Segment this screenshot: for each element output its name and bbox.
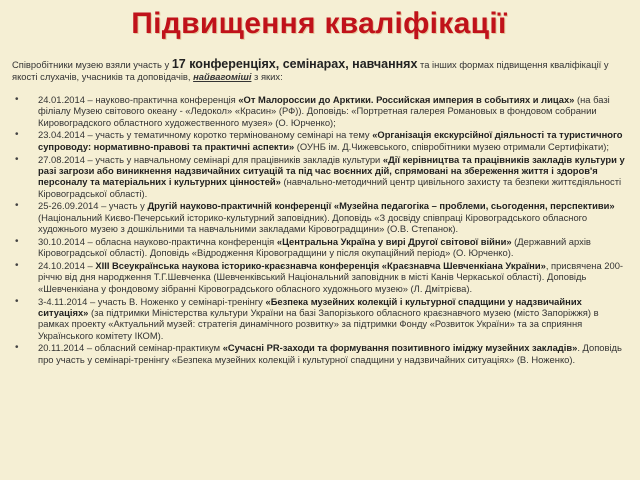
intro-pre: Співробітники музею взяли участь у — [12, 59, 172, 70]
list-item: • 25-26.09.2014 – участь у Другій науково-практичній конференції «Музейна педагогіка – проблеми, сьогодення, перспективи» (Національний Києво-Печерський історико-культурний заповідник). Доповідь «З досвіду співпраці Кіровоградського обласного художнього музею з дошкільними та навчальними закладами Кіровоградщини» (О.В. Степанок). — [12, 200, 626, 234]
item-date: 27.08.2014 — [38, 153, 85, 165]
item-event-title: «Центральна Україна у вирі Другої світової війни» — [276, 235, 512, 247]
item-date: 25-26.09.2014 — [38, 200, 99, 212]
item-event-title: «Організація екскурсійної діяльності та туристичного супроводу: нормативно-правові та практичні аспекти» — [38, 129, 623, 152]
list-item: • 20.11.2014 – обласний семінар-практикум «Сучасні PR-заходи та формування позитивного іміджу музейних закладів». Доповідь про участь у семінарі-тренінгу «Безпека музейних колекцій і культурної спадщини у надзвичайних ситуаціях» (В. Ноженко). — [12, 342, 626, 365]
intro-highlight: 17 конференціях, семінарах, навчаннях — [171, 57, 418, 71]
page-title: Підвищення кваліфікації — [131, 7, 507, 40]
item-date: 20.11.2014 — [38, 342, 85, 354]
item-event-title: «Дії керівництва та працівників закладів культури у разі загрози або виникнення надзвичайних ситуацій та під час воєнних дій, спрямовані на збереження життя і здоров'я персоналу та матеріальних і культурних цінностей» — [38, 153, 625, 188]
item-event-title: «Сучасні PR-заходи та формування позитивного іміджу музейних закладів» — [222, 342, 578, 354]
list-item: • 24.01.2014 – науково-практична конференція «От Малороссии до Арктики. Российская империя в событиях и лицах» (на базі філіалу Музею світового океану - «Ледокол» «Красин» (РФ)). Доповідь: «Портретная галерея Романовых в фондовом собрании Кировоградского областного художественного музея» (О. Юрченко); — [12, 94, 626, 128]
list-item: • 30.10.2014 – обласна науково-практична конференція «Центральна Україна у вирі Другої світової війни» (Державний архів Кіровоградської області). Доповідь «Відродження Кіровоградщини у після окупаційний період» (О. Юрченко). — [12, 236, 626, 259]
item-event-title: XIII Всеукраїнська наукова історико-краєзнавча конференція «Краєзнавча Шевченкіана України» — [95, 260, 546, 272]
intro-mid: та інших формах підвищення кваліфікації у якості слухачів, учасників та доповідачів, — [12, 59, 609, 82]
item-date: 24.01.2014 — [38, 94, 85, 105]
intro-post: з яких: — [251, 71, 283, 82]
list-item: • 23.04.2014 – участь у тематичному коротко термінованому семінарі на тему «Організація екскурсійної діяльності та туристичного супроводу: нормативно-правові та практичні аспекти» (ОУНБ ім. Д.Чижевського, співробітники музею отримали Сертифікати); — [12, 129, 626, 152]
item-event-title: «Безпека музейних колекцій і культурної спадщини у надзвичайних ситуаціях» — [38, 295, 582, 318]
list-item: • 27.08.2014 – участь у навчальному семінарі для працівників закладів культури «Дії керівництва та працівників закладів культури у разі загрози або виникнення надзвичайних ситуацій та під час воєнних дій, спрямовані на збереження життя і здоров'я персоналу та матеріальних і культурних цінностей» (навчально-методичний центр цивільного захисту та безпеки життєдіяльності Кіровоградської області). — [12, 154, 626, 199]
list-item: • 3-4.11.2014 – участь В. Ноженко у семінарі-тренінгу «Безпека музейних колекцій і культурної спадщини у надзвичайних ситуаціях» (за підтримки Міністерства культури України на базі Запорізького обласного краєзнавчого музею (місто Запоріжжя) в рамках проекту «Актуальний музей: стратегія динамічного розвитку» за підтримки Фонду «Розвиток України» та за сприяння Українського комітету ІКОМ). — [12, 296, 626, 341]
item-event-title: «От Малороссии до Арктики. Российская империя в событиях и лицах» — [238, 94, 575, 105]
item-date: 24.10.2014 — [38, 260, 85, 272]
list-item: • 24.10.2014 – XIII Всеукраїнська наукова історико-краєзнавча конференція «Краєзнавча Шевченкіана України», присвячена 200-річчю від дня народження Т.Г.Шевченка (Шевченківський Національний заповідник в місті Канів Черкаської області). Доповідь «Шевченкіана у фондовому зібранні Кіровоградського обласного художнього музею» (Л. Дмітрієва). — [12, 260, 626, 294]
intro-emphasis: найвагоміші — [193, 71, 252, 82]
intro-paragraph — [12, 58, 626, 83]
item-date: 30.10.2014 — [38, 235, 85, 247]
item-date: 23.04.2014 — [38, 129, 85, 141]
events-list — [12, 94, 626, 365]
item-event-title: Другій науково-практичній конференції «Музейна педагогіка – проблеми, сьогодення, перспективи» — [147, 200, 615, 212]
item-date: 3-4.11.2014 — [38, 295, 88, 307]
